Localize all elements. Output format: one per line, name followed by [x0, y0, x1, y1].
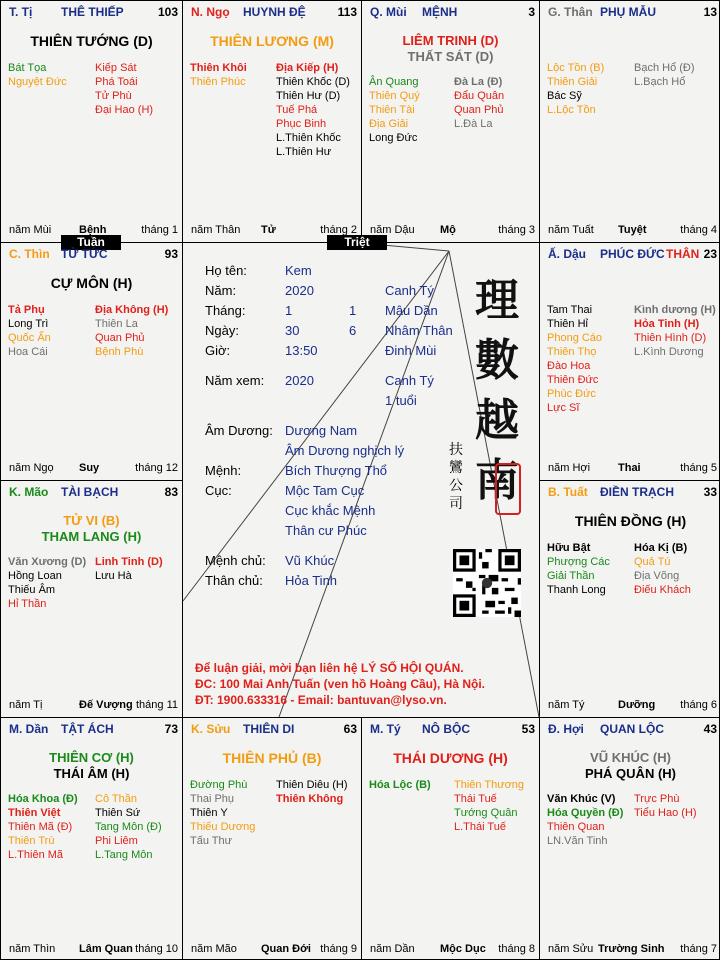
limit-month: tháng 1 — [141, 224, 178, 236]
palace-header — [362, 5, 539, 21]
palace-footer — [1, 462, 182, 476]
minor-star: Đẩu Quân — [454, 90, 505, 102]
minor-stars-left — [8, 61, 67, 89]
minor-star: L.Bạch Hổ — [634, 76, 686, 88]
minor-stars-right — [276, 61, 350, 159]
palace-suu — [183, 718, 361, 960]
minor-star: Thiên Hình (D) — [634, 332, 707, 344]
minor-star: Thiên Quý — [369, 90, 420, 102]
month-key: Tháng: — [205, 303, 246, 318]
palace-header — [1, 247, 182, 263]
palace-than — [540, 1, 720, 242]
minor-stars-right — [95, 61, 153, 117]
minor-star: Hồng Loan — [8, 570, 62, 582]
calligraphy-char: 數 — [475, 335, 519, 386]
limit-month: tháng 12 — [135, 462, 178, 474]
limit-year: năm Dậu — [370, 224, 415, 236]
life-stage: Lâm Quan — [79, 943, 133, 955]
palace-age-number: 73 — [164, 722, 178, 736]
minor-star: Văn Khúc (V) — [547, 793, 616, 805]
palace-age-number: 83 — [164, 485, 178, 499]
cuc-key: Cục: — [205, 483, 232, 498]
day-value: 30 — [285, 323, 300, 338]
minor-star: Thiên Diêu (H) — [276, 779, 348, 791]
minor-star: Tử Phù — [95, 90, 132, 102]
minor-star: Thiên Y — [190, 807, 228, 819]
minor-star: LN.Văn Tinh — [547, 835, 608, 847]
palace-dau — [540, 243, 720, 480]
limit-year: năm Tị — [9, 699, 43, 711]
minor-star: Ân Quang — [369, 76, 419, 88]
palace-footer — [540, 224, 720, 238]
palace-ti — [1, 1, 182, 242]
main-star: VŨ KHÚC (H) — [590, 750, 671, 765]
palace-footer — [540, 943, 720, 957]
destiny-lord-key: Mệnh chủ: — [205, 553, 266, 568]
view-year-value: 2020 — [285, 373, 314, 388]
minor-stars-left — [369, 778, 431, 792]
palace-header — [540, 485, 720, 501]
triet-label: Triệt — [327, 235, 387, 250]
palace-name: TÀI BẠCH — [61, 485, 119, 499]
palace-canchi: T. Tị — [9, 5, 33, 19]
palace-age-number: 13 — [703, 5, 717, 19]
minor-star: Phượng Các — [547, 556, 610, 568]
limit-month: tháng 4 — [680, 224, 717, 236]
body-note: Thân cư Phúc — [285, 523, 367, 538]
life-stage: Thai — [618, 462, 641, 474]
limit-month: tháng 7 — [680, 943, 717, 955]
palace-header — [1, 5, 182, 21]
palace-footer — [183, 224, 361, 238]
minor-star: Thiên Tài — [369, 104, 415, 116]
minor-star: Đường Phù — [190, 779, 248, 791]
minor-stars-right — [634, 792, 697, 820]
month-canchi: Mậu Dần — [385, 303, 438, 318]
minor-star: Thiên Mã (Đ) — [8, 821, 73, 833]
minor-star: Địa Không (H) — [95, 304, 169, 316]
palace-mui — [362, 1, 539, 242]
palace-age-number: 53 — [521, 722, 535, 736]
qr-code[interactable] — [453, 549, 521, 617]
minor-star: Thiên Trù — [8, 835, 55, 847]
limit-month: tháng 6 — [680, 699, 717, 711]
minor-star: Long Trì — [8, 318, 49, 330]
main-star: PHÁ QUÂN (H) — [585, 766, 676, 781]
life-stage: Quan Đới — [261, 943, 311, 955]
main-star: THIÊN TƯỚNG (D) — [30, 33, 153, 49]
palace-header — [540, 247, 720, 263]
palace-age-number: 33 — [703, 485, 717, 499]
palace-ngo — [183, 1, 361, 242]
calligraphy-char: 理 — [475, 275, 519, 326]
main-star: THIÊN CƠ (H) — [49, 750, 134, 765]
calligraphy-char: 越 — [475, 395, 519, 446]
minor-star: Bát Tọa — [8, 62, 47, 74]
palace-age-number: 63 — [343, 722, 357, 736]
minor-stars-right — [95, 303, 168, 359]
minor-star: Thiên Thọ — [547, 346, 597, 358]
palace-age-number: 93 — [164, 247, 178, 261]
minor-star: Thiên Hư (D) — [276, 90, 341, 102]
main-star: THIÊN PHỦ (B) — [222, 750, 322, 766]
palace-footer — [362, 943, 539, 957]
life-stage: Trường Sinh — [598, 943, 665, 955]
year-canchi: Canh Tý — [385, 283, 434, 298]
palace-canchi: B. Tuất — [548, 485, 588, 499]
contact-phone-email: ĐT: 1900.633316 - Email: bantuvan@lyso.vn. — [195, 693, 447, 707]
minor-stars-left — [8, 792, 78, 862]
minor-star: Địa Võng — [634, 570, 680, 582]
palace-ty — [362, 718, 539, 960]
palace-age-number: 43 — [703, 722, 717, 736]
minor-star: L.Thiên Mã — [8, 849, 64, 861]
body-lord-key: Thân chủ: — [205, 573, 263, 588]
minor-star: Thiếu Dương — [190, 821, 256, 833]
name-key: Họ tên: — [205, 263, 247, 278]
limit-month: tháng 2 — [320, 224, 357, 236]
palace-header — [362, 722, 539, 738]
minor-star: Đà La (Đ) — [454, 76, 503, 88]
minor-star: Hóa Quyền (Đ) — [547, 807, 624, 819]
destiny-value: Bích Thượng Thổ — [285, 463, 388, 478]
minor-star: Tướng Quân — [454, 807, 518, 819]
palace-name: TỬ TỨC — [61, 247, 108, 261]
palace-canchi: G. Thân — [548, 5, 593, 19]
minor-star: Thiên Việt — [8, 807, 61, 819]
life-stage: Bệnh — [79, 224, 107, 236]
minor-stars-left — [190, 61, 247, 89]
minor-star: Thai Phụ — [190, 793, 235, 805]
limit-month: tháng 3 — [498, 224, 535, 236]
minor-star: Thiên Hỉ — [547, 318, 588, 330]
palace-footer — [540, 699, 720, 713]
life-stage: Suy — [79, 462, 100, 474]
minor-star: Lực Sĩ — [547, 402, 580, 414]
yinyang-note: Âm Dương nghịch lý — [285, 443, 405, 458]
minor-star: L.Thiên Khốc — [276, 132, 341, 144]
limit-year: năm Sửu — [548, 943, 594, 955]
lunar-month-value: 1 — [349, 303, 357, 318]
main-star: THIÊN LƯƠNG (M) — [210, 33, 334, 49]
minor-star: Hóa Khoa (Đ) — [8, 793, 78, 805]
minor-star: Thiên Khốc (D) — [276, 76, 350, 88]
minor-star: Thanh Long — [547, 584, 606, 596]
limit-month: tháng 8 — [498, 943, 535, 955]
limit-year: năm Dần — [370, 943, 415, 955]
minor-stars-left — [547, 61, 604, 117]
minor-star: Quốc Ấn — [8, 332, 51, 344]
minor-star: Thiên Sứ — [95, 807, 141, 819]
minor-star: L.Kình Dương — [634, 346, 704, 358]
minor-star: Hỏa Tinh (H) — [634, 318, 700, 330]
minor-star: Hỉ Thần — [8, 598, 47, 610]
minor-star: Phúc Đức — [547, 388, 596, 400]
limit-year: năm Mão — [191, 943, 237, 955]
minor-star: Quan Phủ — [454, 104, 504, 116]
minor-star: Phi Liêm — [95, 835, 138, 847]
minor-star: Bệnh Phù — [95, 346, 144, 358]
minor-star: Tiểu Hao (H) — [634, 807, 697, 819]
palace-canchi: K. Sửu — [191, 722, 231, 736]
minor-star: Long Đức — [369, 132, 418, 144]
lunar-day-value: 6 — [349, 323, 357, 338]
life-stage: Đế Vượng — [79, 699, 133, 711]
calligraphy-char: 南 — [475, 455, 519, 506]
main-star: TỬ VI (B) — [63, 513, 120, 528]
palace-name: NÔ BỘC — [422, 722, 470, 736]
limit-month: tháng 11 — [135, 699, 178, 711]
minor-star: Thiên Phúc — [190, 76, 246, 88]
hour-value: 13:50 — [285, 343, 318, 358]
main-star: CỰ MÔN (H) — [50, 275, 133, 291]
palace-footer — [183, 943, 361, 957]
seal-text: 扶鸞公司 — [449, 442, 463, 512]
minor-stars-right — [634, 303, 716, 359]
life-stage: Tuyệt — [618, 224, 647, 236]
body-palace-marker: THÂN — [666, 247, 700, 261]
palace-canchi: C. Thìn — [9, 247, 50, 261]
life-stage: Mộc Dục — [440, 943, 486, 955]
minor-star: Giải Thần — [547, 570, 595, 582]
main-star: THÁI ÂM (H) — [53, 766, 130, 781]
minor-star: L.Thiên Hư — [276, 146, 332, 158]
minor-star: Thiên Đức — [547, 374, 599, 386]
main-star: LIÊM TRINH (D) — [402, 33, 499, 48]
minor-stars-left — [190, 778, 255, 848]
main-star: THAM LANG (H) — [41, 529, 142, 544]
age-value: 1 tuổi — [385, 393, 417, 408]
palace-name: TẬT ÁCH — [61, 722, 114, 736]
palace-header — [183, 722, 361, 738]
minor-stars-left — [369, 75, 420, 145]
palace-footer — [1, 943, 182, 957]
yinyang-key: Âm Dương: — [205, 423, 273, 438]
minor-star: Thiên La — [95, 318, 138, 330]
minor-star: Bạch Hổ (Đ) — [634, 62, 695, 74]
minor-star: Phục Binh — [276, 118, 327, 130]
yinyang-value: Dương Nam — [285, 423, 358, 438]
minor-star: Kiếp Sát — [95, 62, 137, 74]
minor-star: Lưu Hà — [95, 570, 132, 582]
palace-footer — [1, 224, 182, 238]
minor-star: Thiếu Âm — [8, 584, 56, 596]
minor-star: L.Đà La — [454, 118, 493, 130]
palace-name: QUAN LỘC — [600, 722, 664, 736]
minor-star: Đại Hao (H) — [95, 104, 154, 116]
minor-star: L.Tang Môn — [95, 849, 153, 861]
hour-key: Giờ: — [205, 343, 231, 358]
minor-stars-right — [276, 778, 348, 806]
limit-year: năm Ngọ — [9, 462, 54, 474]
life-stage: Dưỡng — [618, 699, 656, 711]
palace-age-number: 103 — [157, 5, 178, 19]
minor-star: L.Thái Tuế — [454, 821, 506, 833]
palace-hoi — [540, 718, 720, 960]
palace-name: THÊ THIẾP — [61, 5, 124, 19]
minor-star: Thiên Không — [276, 793, 344, 805]
minor-star: Tả Phụ — [8, 304, 45, 316]
minor-star: Kình dương (H) — [634, 304, 716, 316]
name-value: Kem — [285, 263, 312, 278]
limit-year: năm Tuất — [548, 224, 594, 236]
contact-address: ĐC: 100 Mai Anh Tuấn (ven hồ Hoàng Cầu), Hà Nội. — [195, 677, 486, 691]
tuan-label: Tuần — [61, 235, 121, 250]
palace-canchi: M. Tý — [370, 722, 401, 736]
limit-year: năm Tý — [548, 699, 585, 711]
contact-line-1: Để luận giải, mời bạn liên hệ LÝ SỐ HỘI QUÁN. — [195, 661, 464, 675]
minor-star: L.Lộc Tồn — [547, 104, 596, 116]
palace-canchi: Đ. Hợi — [548, 722, 584, 736]
minor-star: Quả Tú — [634, 556, 671, 568]
month-value: 1 — [285, 303, 293, 318]
minor-star: Cô Thần — [95, 793, 137, 805]
palace-footer — [540, 462, 720, 476]
minor-star: Thái Tuế — [454, 793, 497, 805]
view-year-canchi: Canh Tý — [385, 373, 434, 388]
palace-header — [1, 722, 182, 738]
life-stage: Mộ — [440, 224, 456, 236]
limit-month: tháng 10 — [135, 943, 178, 955]
palace-mao — [1, 481, 182, 717]
minor-stars-left — [547, 541, 610, 597]
palace-canchi: N. Ngọ — [191, 5, 230, 19]
minor-star: Thiên Giải — [547, 76, 598, 88]
palace-canchi: Ấ. Dậu — [548, 247, 587, 261]
main-star: THÁI DƯƠNG (H) — [393, 750, 508, 766]
destiny-key: Mệnh: — [205, 463, 242, 478]
palace-canchi: Q. Mùi — [370, 5, 407, 19]
destiny-lord-value: Vũ Khúc — [285, 553, 335, 568]
palace-name: ĐIỀN TRẠCH — [600, 485, 674, 499]
limit-month: tháng 9 — [320, 943, 357, 955]
palace-age-number: 113 — [337, 5, 357, 19]
year-value: 2020 — [285, 283, 314, 298]
minor-star: Nguyệt Đức — [8, 76, 67, 88]
minor-star: Lộc Tồn (B) — [547, 62, 605, 74]
main-star: THIÊN ĐỒNG (H) — [574, 513, 687, 529]
limit-year: năm Thìn — [9, 943, 56, 955]
minor-star: Hóa Lộc (B) — [369, 779, 431, 791]
body-lord-value: Hỏa Tinh — [285, 573, 338, 588]
palace-footer — [362, 224, 539, 238]
main-star: THẤT SÁT (D) — [407, 49, 494, 64]
cuc-note: Cục khắc Mệnh — [285, 503, 376, 518]
view-year-key: Năm xem: — [205, 373, 265, 388]
limit-year: năm Hợi — [548, 462, 591, 474]
palace-header — [1, 485, 182, 501]
minor-star: Trực Phù — [634, 793, 680, 805]
minor-star: Văn Xương (D) — [8, 556, 87, 568]
palace-canchi: K. Mão — [9, 485, 49, 499]
minor-star: Phá Toái — [95, 76, 138, 88]
minor-star: Địa Kiếp (H) — [276, 62, 339, 74]
minor-stars-right — [95, 555, 163, 583]
palace-header — [540, 5, 720, 21]
palace-header — [540, 722, 720, 738]
minor-star: Thiên Khôi — [190, 62, 247, 74]
minor-star: Thiên Quan — [547, 821, 605, 833]
minor-star: Quan Phủ — [95, 332, 145, 344]
palace-canchi: M. Dần — [9, 722, 49, 736]
palace-footer — [1, 699, 182, 713]
day-key: Ngày: — [205, 323, 239, 338]
hour-canchi: Đinh Mùi — [385, 343, 437, 358]
minor-star: Bác Sỹ — [547, 90, 582, 102]
life-stage: Tử — [261, 224, 276, 236]
palace-age-number: 3 — [528, 5, 535, 19]
palace-name: HUYNH ĐỆ — [243, 5, 306, 19]
minor-stars-left — [8, 303, 51, 359]
palace-name: PHỤ MẪU — [600, 5, 656, 19]
minor-stars-right — [454, 778, 524, 834]
minor-star: Phong Cáo — [547, 332, 603, 344]
minor-star: Linh Tinh (D) — [95, 556, 163, 568]
limit-month: tháng 5 — [680, 462, 717, 474]
minor-stars-left — [8, 555, 86, 611]
palace-name: THIÊN DI — [243, 722, 295, 736]
day-canchi: Nhâm Thân — [385, 323, 453, 338]
palace-thin — [1, 243, 182, 480]
red-seal-stamp — [495, 463, 521, 515]
minor-star: Tấu Thư — [190, 835, 233, 847]
minor-stars-right — [634, 541, 691, 597]
palace-header — [183, 5, 361, 21]
cuc-value: Mộc Tam Cục — [285, 483, 365, 498]
minor-stars-right — [95, 792, 162, 862]
palace-tuat — [540, 481, 720, 717]
minor-stars-right — [454, 75, 504, 131]
minor-stars-right — [634, 61, 695, 89]
limit-year: năm Thân — [191, 224, 241, 236]
minor-star: Điếu Khách — [634, 584, 691, 596]
minor-star: Hóa Kị (B) — [634, 542, 688, 554]
minor-star: Hữu Bật — [547, 542, 591, 554]
minor-star: Hoa Cái — [8, 346, 48, 358]
minor-star: Tam Thai — [547, 304, 593, 316]
palace-name: MỆNH — [422, 5, 458, 19]
palace-age-number: 23 — [703, 247, 717, 261]
minor-star: Tuế Phá — [276, 104, 318, 116]
palace-name: PHÚC ĐỨC — [600, 247, 665, 261]
limit-year: năm Mùi — [9, 224, 52, 236]
minor-stars-left — [547, 792, 623, 848]
minor-stars-left — [547, 303, 602, 415]
year-key: Năm: — [205, 283, 237, 298]
minor-star: Địa Giải — [369, 118, 409, 130]
minor-star: Tang Môn (Đ) — [95, 821, 162, 833]
minor-star: Thiên Thương — [454, 779, 525, 791]
minor-star: Đào Hoa — [547, 360, 591, 372]
palace-dan — [1, 718, 182, 960]
